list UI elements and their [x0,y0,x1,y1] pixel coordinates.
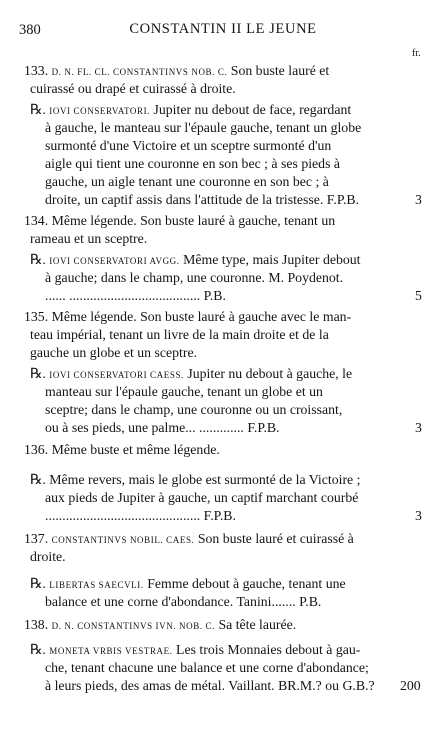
entry-first-line [24,212,335,230]
reverse-line: à gauche, le manteau sur l'épaule gauche, tenant un globe [45,120,362,135]
reverse-legend: IOVI CONSERVATORI. [49,106,151,116]
reverse-legend: IOVI CONSERVATORI CAESS. [49,370,184,380]
reverse-first-line [30,251,361,270]
entry-number: 136. [24,442,49,457]
reverse-mark: ℞. [30,366,46,381]
reverse-mark: ℞. [30,472,46,487]
price: 3 [415,192,422,207]
reverse-mark: ℞. [30,576,46,591]
obverse-text: Son buste lauré et [230,63,330,78]
obverse-line: droite. [30,549,66,564]
reverse-first-line [30,641,360,660]
obverse-legend: D. N. CONSTANTINVS IVN. NOB. C. [51,621,215,631]
obverse-legend: CONSTANTINVS NOBIL. CAES. [51,535,195,545]
entry-number: 138. [24,617,49,632]
reverse-line: che, tenant chacune une balance et une corne d'abondance; [45,660,369,675]
reverse-legend: MONETA VRBIS VESTRAE. [49,646,173,656]
reverse-line: balance et une corne d'abondance. Tanini....... P.B. [45,594,322,609]
obverse-line: gauche un globe et un sceptre. [30,345,198,360]
entry-first-line [24,530,354,549]
entry-first-line [24,62,329,81]
obverse-line: rameau et un sceptre. [30,231,148,246]
reverse-first-line [30,471,360,489]
reverse-line: sceptre; dans le champ, une couronne ou un croissant, [45,402,343,417]
currency-label: fr. [412,48,421,59]
entry-number: 133. [24,63,49,78]
price: 5 [415,288,422,303]
obverse-line: cuirassé ou drapé et cuirassé à droite. [30,81,236,96]
reverse-line: à leurs pieds, des amas de métal. Vaillant. BR.M.? ou G.B.? [45,678,375,693]
reverse-line: droite, un captif assis dans l'attitude de la tristesse. F.P.B. [45,192,360,207]
obverse-text: Même légende. Son buste lauré à gauche, tenant un [51,213,336,228]
reverse-line: ............................................. F.P.B. [45,508,236,523]
reverse-line: aux pieds de Jupiter à gauche, un captif marchant courbé [45,490,359,505]
reverse-mark: ℞. [30,102,46,117]
reverse-first-line [30,101,351,120]
reverse-line: gauche, un aigle tenant une couronne en son bec ; à [45,174,329,189]
reverse-text: Même revers, mais le globe est surmonté de la Victoire ; [49,472,361,487]
price: 200 [400,678,421,693]
reverse-legend: LIBERTAS SAECVLI. [49,580,144,590]
price: 3 [415,508,422,523]
reverse-first-line [30,365,352,384]
reverse-first-line [30,575,346,594]
entry-number: 137. [24,531,49,546]
page-number: 380 [19,22,41,38]
reverse-legend: IOVI CONSERVATORI AVGG. [49,256,180,266]
reverse-line: à gauche; dans le champ, une couronne. M. Poydenot. [45,270,344,285]
reverse-text: Femme debout à gauche, tenant une [147,576,346,591]
price: 3 [415,420,422,435]
reverse-line: manteau sur l'épaule gauche, tenant un globe et un [45,384,323,399]
obverse-text: Même légende. Son buste lauré à gauche avec le man- [51,309,352,324]
reverse-text: Même type, mais Jupiter debout [183,252,361,267]
running-title: CONSTANTIN II LE JEUNE [129,21,317,37]
entry-first-line [24,616,296,635]
entry-number: 134. [24,213,49,228]
entry-first-line [24,441,220,459]
entry-number: 135. [24,309,49,324]
reverse-text: Les trois Monnaies debout à gau- [176,642,361,657]
obverse-legend: D. N. FL. CL. CONSTANTINVS NOB. C. [51,67,228,77]
reverse-line: surmonté d'une Victoire et un sceptre surmonté d'un [45,138,332,153]
reverse-line: ...... ...................................... P.B. [45,288,226,303]
reverse-line: ou à ses pieds, une palme... ............. F.P.B. [45,420,280,435]
reverse-mark: ℞. [30,642,46,657]
reverse-text: Jupiter nu debout de face, regardant [153,102,352,117]
obverse-line: teau impérial, tenant un livre de la main droite et de la [30,327,329,342]
entry-first-line [24,308,351,326]
obverse-text: Même buste et même légende. [51,442,220,457]
reverse-text: Jupiter nu debout à gauche, le [187,366,353,381]
reverse-mark: ℞. [30,252,46,267]
reverse-line: aigle qui tient une couronne en son bec ; à ses pieds à [45,156,341,171]
obverse-text: Sa tête laurée. [218,617,297,632]
obverse-text: Son buste lauré et cuirassé à [197,531,354,546]
